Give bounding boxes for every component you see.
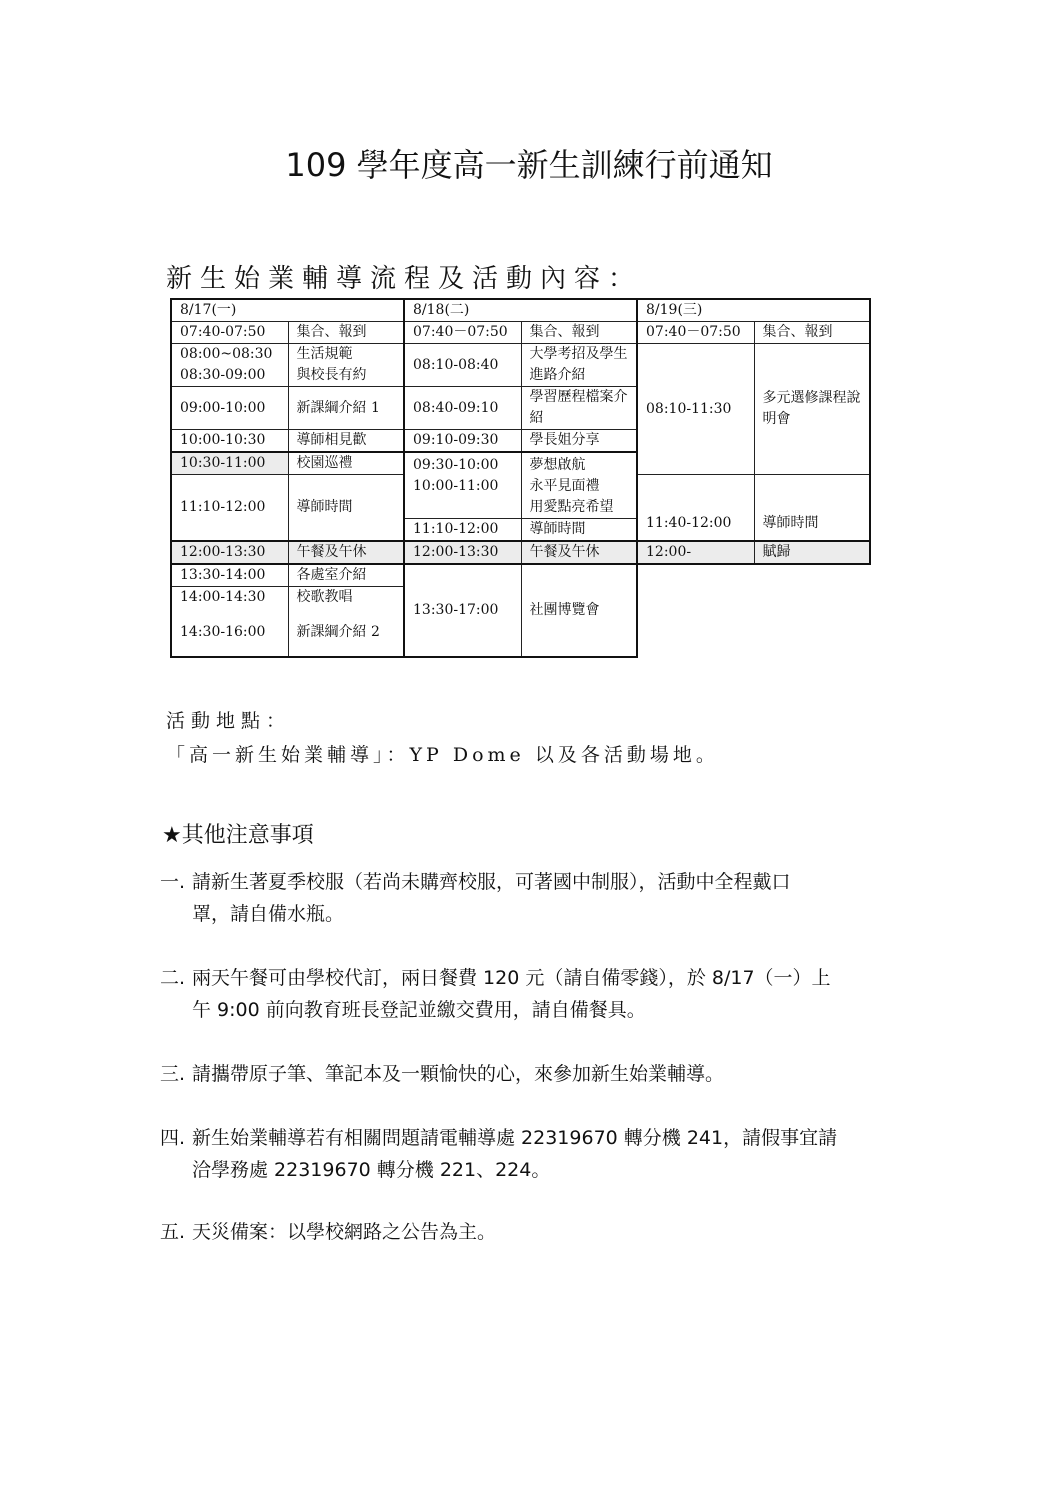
d1-act: 生活規範 與校長有約	[288, 344, 404, 387]
d1-time: 09:00-10:00	[171, 387, 288, 430]
note-item: 二. 兩天午餐可由學校代訂，兩日餐費 120 元（請自備零錢），於 8/17（一）上 午 9:00 前向教育班長登記並繳交費用，請自備餐具。	[160, 967, 831, 1021]
day2-header: 8/18(二)	[404, 299, 637, 322]
d1-act: 新課綱介紹 1	[288, 387, 404, 430]
d1-act: 集合、報到	[288, 322, 404, 344]
notes-heading: ★其他注意事項	[162, 823, 314, 848]
d3-time: 07:40－07:50	[637, 322, 754, 344]
d3-time: 11:40-12:00	[637, 475, 754, 542]
note-item: 四. 新生始業輔導若有相關問題請電輔導處 22319670 轉分機 241，請假事宜請 洽學務處 22319670 轉分機 221、224。	[160, 1127, 838, 1181]
d1-act: 校歌教唱	[288, 587, 404, 609]
d1-time: 07:40-07:50	[171, 322, 288, 344]
note-item: 五. 天災備案：以學校網路之公告為主。	[160, 1221, 497, 1243]
day1-header: 8/17(一)	[171, 299, 404, 322]
d3-act: 導師時間	[754, 475, 870, 542]
d1-time: 12:00-13:30	[171, 541, 288, 564]
d3-act: 多元選修課程說明會	[754, 344, 870, 475]
d2-time: 08:10-08:40	[404, 344, 521, 387]
d2-act: 集合、報到	[521, 322, 637, 344]
d1-time: 11:10-12:00	[171, 475, 288, 542]
d1-time: 13:30-14:00	[171, 564, 288, 587]
schedule-heading: 新生始業輔導流程及活動內容：	[166, 264, 643, 294]
d3-time: 08:10-11:30	[637, 344, 754, 475]
d2-time: 08:40-09:10	[404, 387, 521, 430]
d1-act: 校園巡禮	[288, 452, 404, 475]
d2-act: 夢想啟航 永平見面禮 用愛點亮希望	[521, 452, 637, 519]
d3-time: 12:00-	[637, 541, 754, 564]
d1-act: 午餐及午休	[288, 541, 404, 564]
d3-act: 賦歸	[754, 541, 870, 564]
d1-time: 14:30-16:00	[171, 608, 288, 657]
location-heading: 活動地點：	[166, 710, 292, 732]
day3-header: 8/19(三)	[637, 299, 870, 322]
d2-time: 09:10-09:30	[404, 430, 521, 453]
d3-act: 集合、報到	[754, 322, 870, 344]
location-text: 「高一新生始業輔導」：YP Dome 以及各活動場地。	[166, 744, 719, 766]
d1-time: 08:00~08:30 08:30-09:00	[171, 344, 288, 387]
d2-time: 13:30-17:00	[404, 564, 521, 657]
d1-act: 導師相見歡	[288, 430, 404, 453]
d1-time: 10:30-11:00	[171, 452, 288, 475]
d2-time: 11:10-12:00	[404, 519, 521, 542]
d1-time: 10:00-10:30	[171, 430, 288, 453]
schedule-table	[170, 298, 871, 658]
d2-time: 07:40－07:50	[404, 322, 521, 344]
d1-time: 14:00-14:30	[171, 587, 288, 609]
d2-act: 大學考招及學生進路介紹	[521, 344, 637, 387]
note-item: 三. 請攜帶原子筆、筆記本及一顆愉快的心，來參加新生始業輔導。	[160, 1063, 725, 1085]
d1-act: 新課綱介紹 2	[288, 608, 404, 657]
d2-time: 09:30-10:00 10:00-11:00	[404, 452, 521, 519]
d2-act: 午餐及午休	[521, 541, 637, 564]
d2-act: 導師時間	[521, 519, 637, 542]
d1-act: 導師時間	[288, 475, 404, 542]
d2-time: 12:00-13:30	[404, 541, 521, 564]
page-title: 109 學年度高一新生訓練行前通知	[285, 146, 773, 184]
d2-act: 學習歷程檔案介紹	[521, 387, 637, 430]
note-item: 一. 請新生著夏季校服（若尚未購齊校服，可著國中制服），活動中全程戴口 罩，請自備水瓶。	[160, 871, 791, 925]
d2-act: 社團博覽會	[521, 564, 637, 657]
d1-act: 各處室介紹	[288, 564, 404, 587]
d2-act: 學長姐分享	[521, 430, 637, 453]
